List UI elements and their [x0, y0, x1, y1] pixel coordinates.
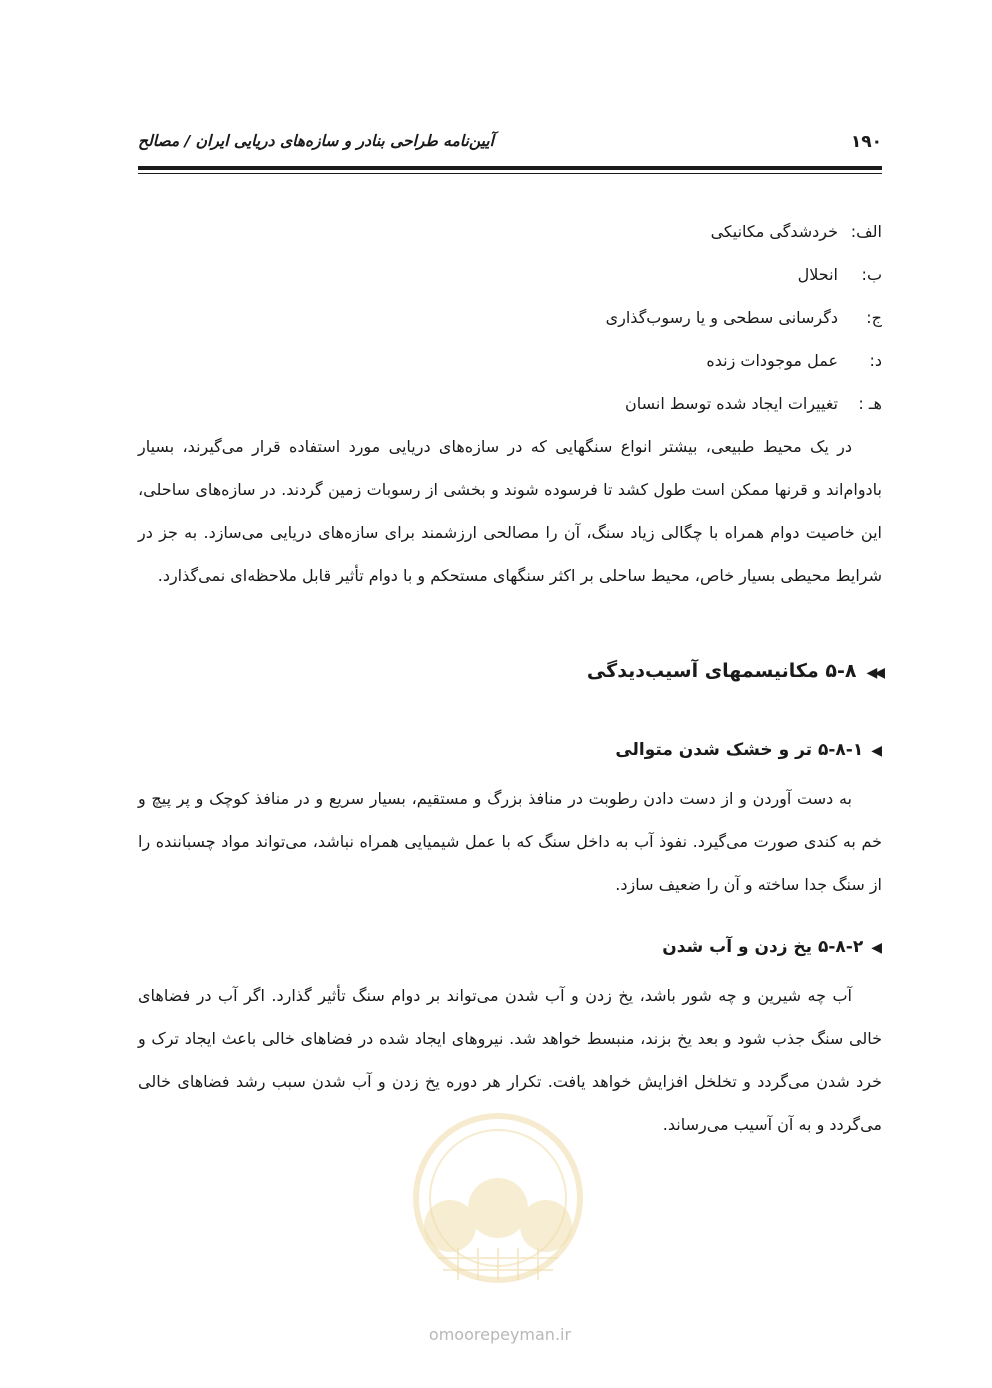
list-item	[138, 339, 882, 382]
page-content	[138, 210, 882, 1146]
list-marker: الف:	[850, 222, 882, 241]
header-rule-thick	[138, 166, 882, 170]
page-header	[138, 128, 882, 160]
list-item-text: عمل موجودات زنده	[706, 351, 838, 370]
list-item	[138, 296, 882, 339]
list-item-text: دگرسانی سطحی و یا رسوب‌گذاری	[605, 308, 838, 327]
running-title: آیین‌نامه طراحی بنادر و سازه‌های دریایی ایران / مصالح	[138, 132, 494, 150]
subsection-heading	[138, 928, 882, 966]
list-item-text: تغییرات ایجاد شده توسط انسان	[624, 394, 838, 413]
subsection-title: ۵-۸-۱ تر و خشک شدن متوالی	[615, 740, 864, 760]
subsection-title: ۵-۸-۲ یخ زدن و آب شدن	[662, 937, 864, 957]
watermark-site: omoorepeyman.ir	[428, 1325, 572, 1344]
subsection-paragraph: به دست آوردن و از دست دادن رطوبت در منافذ بزرگ و مستقیم، بسیار سریع و در منافذ کوچک و پر پیچ و خم به کندی صورت می‌گیرد. نفوذ آب به داخل سنگ که با عمل شیمیایی همراه نباشد، می‌تواند مواد چسباننده را از سنگ جدا ساخته و آن را ضعیف سازد.	[138, 789, 882, 894]
list-item-text: خردشدگی مکانیکی	[710, 222, 838, 241]
list-item-text: انحلال	[797, 265, 838, 284]
arrow-icon: ◀	[871, 743, 882, 759]
page-number: ۱۹۰	[850, 132, 882, 152]
header-rule-thin	[138, 173, 882, 174]
list-marker: هـ :	[858, 394, 882, 413]
section-heading	[138, 649, 882, 693]
list-item	[138, 253, 882, 296]
list-marker: د:	[869, 351, 882, 370]
list-marker: ج:	[866, 308, 882, 327]
list-item	[138, 210, 882, 253]
intro-paragraph: در یک محیط طبیعی، بیشتر انواع سنگهایی که در سازه‌های دریایی مورد استفاده قرار می‌گیرند، بسیار بادوام‌اند و قرنها ممکن است طول کشد تا فرسوده شوند و بخشی از رسوبات زمین گردند. در سازه‌های ساحلی، این خاصیت دوام همراه با چگالی زیاد سنگ، آن را مصالحی ارزشمند برای سازه‌های دریایی می‌سازد. به جز در شرایط محیطی بسیار خاص، محیط ساحلی بر اکثر سنگهای مستحکم و با دوام تأثیر قابل ملاحظه‌ای نمی‌گذارد.	[138, 437, 882, 585]
list-item	[138, 382, 882, 425]
double-arrow-icon: ◀◀	[866, 665, 882, 681]
subsection-heading	[138, 731, 882, 769]
list-marker: ب:	[861, 265, 882, 284]
arrow-icon: ◀	[871, 940, 882, 956]
section-title: ۵-۸ مکانیسمهای آسیب‌دیدگی	[586, 660, 857, 682]
subsection-paragraph: آب چه شیرین و چه شور باشد، یخ زدن و آب شدن می‌تواند بر دوام سنگ تأثیر گذارد. اگر آب در فضاهای خالی سنگ جذب شود و بعد یخ بزند، منبسط خواهد شد. نیروهای ایجاد شده در فضاهای خالی باعث ایجاد ترک و خرد شدن می‌گردد و تخلخل افزایش خواهد یافت. تکرار هر دوره یخ زدن و آب شدن سبب رشد فضاهای خالی می‌گردد و به آن آسیب می‌رساند.	[138, 986, 882, 1134]
watermark-logo	[388, 1108, 608, 1298]
